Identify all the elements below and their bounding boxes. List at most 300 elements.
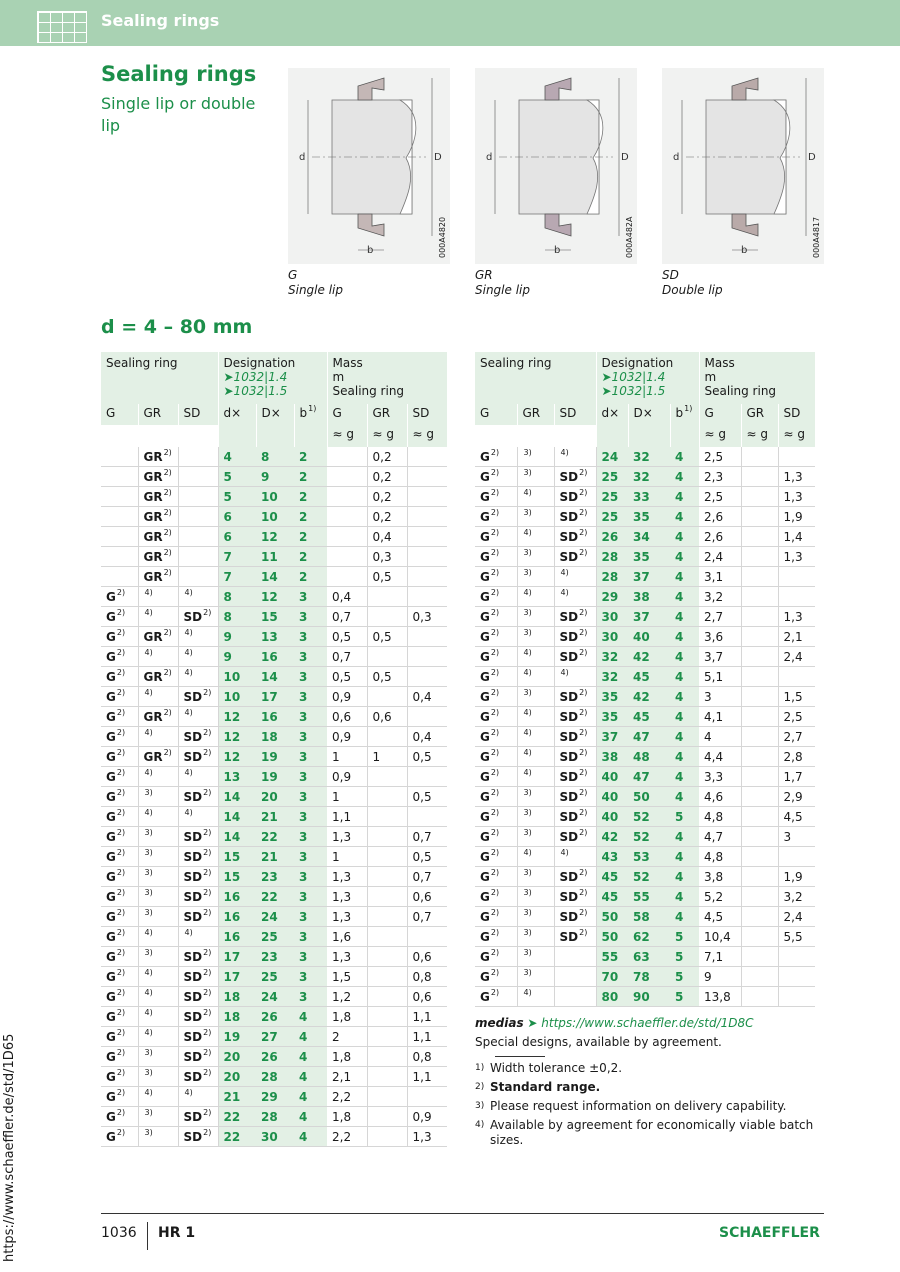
footnote-ref: 2) — [116, 587, 126, 597]
footnote-ref: 4) — [144, 587, 153, 597]
table-cell: 3 — [294, 607, 327, 627]
table-left — [101, 352, 448, 1147]
footnote-ref: 3) — [523, 447, 532, 457]
table-cell: 5,1 — [699, 667, 741, 687]
table-cell: 5 — [218, 467, 256, 487]
table-cell — [178, 1027, 218, 1047]
footnote-ref: 2) — [579, 907, 588, 917]
footnote-ref: 2) — [579, 487, 588, 497]
table-cell — [475, 507, 517, 527]
table-cell: 38 — [628, 587, 670, 607]
table-cell: 2,5 — [778, 707, 815, 727]
footnote-ref: 2) — [579, 627, 588, 637]
table-cell: 26 — [596, 527, 628, 547]
table-cell — [178, 667, 218, 687]
table-cell: 45 — [628, 667, 670, 687]
table-cell — [475, 547, 517, 567]
unit-cell — [256, 425, 294, 447]
table-cell — [101, 947, 138, 967]
table-cell: 42 — [628, 687, 670, 707]
footnote-ref: 2) — [116, 1127, 126, 1137]
footnote-ref: 4) — [560, 587, 569, 597]
table-cell: 1,7 — [778, 767, 815, 787]
table-cell: 24 — [256, 907, 294, 927]
footnote-ref: 4) — [144, 727, 153, 737]
designation: SD — [183, 1009, 203, 1024]
table-cell — [178, 787, 218, 807]
table-cell: 3 — [294, 647, 327, 667]
designation: SD — [183, 689, 203, 704]
table-cell: 1,3 — [327, 887, 367, 907]
table-cell — [138, 687, 178, 707]
table-cell — [517, 647, 554, 667]
drawing-code: 000A482A — [625, 216, 634, 258]
table-cell — [475, 887, 517, 907]
table-cell — [517, 787, 554, 807]
table-cell — [554, 667, 596, 687]
table-cell — [475, 947, 517, 967]
column-header: d× — [218, 404, 256, 425]
table-cell: 10 — [218, 667, 256, 687]
column-header: SD — [554, 404, 596, 425]
table-cell: 4,1 — [699, 707, 741, 727]
table-cell — [554, 787, 596, 807]
table-cell: 2,1 — [327, 1067, 367, 1087]
table-cell — [517, 707, 554, 727]
page-number: 1036 — [101, 1225, 137, 1241]
table-cell — [475, 607, 517, 627]
table-cell: 2,6 — [699, 507, 741, 527]
table-cell — [178, 727, 218, 747]
table-cell: 4,5 — [699, 907, 741, 927]
table-cell — [554, 447, 596, 467]
table-cell: 4 — [670, 527, 699, 547]
footnote-divider — [495, 1056, 545, 1057]
table-cell: 5 — [670, 927, 699, 947]
table-cell — [138, 927, 178, 947]
footnote-ref: 4) — [184, 807, 193, 817]
designation: G — [480, 909, 490, 924]
header-sealing-ring: Sealing ring — [475, 352, 596, 404]
table-cell: 18 — [256, 727, 294, 747]
footnote-ref: 2) — [203, 787, 212, 797]
column-header: d× — [596, 404, 628, 425]
table-cell: 4 — [670, 827, 699, 847]
table-cell: 35 — [596, 707, 628, 727]
table-cell: 5 — [670, 947, 699, 967]
footnote-ref: 2) — [490, 587, 500, 597]
footnote-ref: 2) — [163, 447, 172, 457]
figure-desc: Single lip — [288, 283, 343, 297]
footnote-ref: 2) — [116, 987, 126, 997]
table-cell: 17 — [218, 967, 256, 987]
designation: G — [480, 449, 490, 464]
footnote-ref: 2) — [163, 527, 172, 537]
footnote-ref: 2) — [163, 747, 172, 757]
footnote-ref: 2) — [490, 687, 500, 697]
table-row — [101, 607, 447, 627]
table-cell: 3 — [294, 887, 327, 907]
table-row — [475, 967, 815, 987]
table-cell: 4 — [670, 687, 699, 707]
header-designation: Designation ➤1032|1.4 ➤1032|1.5 — [218, 352, 327, 404]
table-cell: 1 — [367, 747, 407, 767]
table-cell — [778, 447, 815, 467]
figure-g — [288, 68, 450, 264]
footnote-ref: 2) — [490, 807, 500, 817]
table-cell: 1,9 — [778, 507, 815, 527]
table-row — [475, 807, 815, 827]
table-cell — [178, 907, 218, 927]
footnote-ref: 4) — [523, 707, 532, 717]
footnote-ref: 2) — [116, 1047, 126, 1057]
designation: SD — [183, 849, 203, 864]
table-cell — [101, 867, 138, 887]
table-cell — [367, 1087, 407, 1107]
table-cell: 8 — [256, 447, 294, 467]
table-cell — [475, 567, 517, 587]
table-cell — [178, 1087, 218, 1107]
table-cell: 90 — [628, 987, 670, 1007]
table-cell — [101, 987, 138, 1007]
header-designation: Designation ➤1032|1.4 ➤1032|1.5 — [596, 352, 699, 404]
table-cell — [741, 987, 778, 1007]
footnote-ref: 4) — [560, 567, 569, 577]
footnote-ref: 3) — [144, 1127, 153, 1137]
table-cell — [101, 967, 138, 987]
table-cell: 12 — [218, 747, 256, 767]
table-cell — [741, 607, 778, 627]
dim-b-label: b — [741, 245, 748, 256]
table-cell — [178, 587, 218, 607]
footnote-ref: 2) — [203, 747, 212, 757]
table-cell: 1 — [327, 847, 367, 867]
table-cell: 3,1 — [699, 567, 741, 587]
table-cell — [554, 487, 596, 507]
unit-cell — [178, 425, 218, 447]
footnote-ref: 2) — [116, 1007, 126, 1017]
table-cell: 4 — [670, 587, 699, 607]
table-cell — [101, 667, 138, 687]
unit-cell: ≈ g — [407, 425, 447, 447]
designation: G — [480, 489, 490, 504]
table-cell: 2 — [294, 527, 327, 547]
table-cell: 30 — [596, 607, 628, 627]
table-cell — [101, 687, 138, 707]
designation: SD — [559, 929, 579, 944]
figure-sd — [662, 68, 824, 264]
footnote-ref: 3) — [523, 967, 532, 977]
footnote-ref: 2) — [203, 1107, 212, 1117]
table-cell: 0,7 — [327, 607, 367, 627]
table-cell — [178, 647, 218, 667]
footnote-ref: 4) — [144, 967, 153, 977]
footnote-ref: 3) — [144, 907, 153, 917]
medias-url[interactable]: ➤ https://www.schaeffler.de/std/1D8C — [527, 1016, 754, 1030]
table-cell: 50 — [596, 927, 628, 947]
table-cell — [178, 987, 218, 1007]
footnote-ref: 3) — [523, 807, 532, 817]
footnote-ref: 2) — [490, 647, 500, 657]
designation: SD — [559, 629, 579, 644]
table-cell — [741, 507, 778, 527]
table-cell — [101, 1087, 138, 1107]
designation: G — [480, 949, 490, 964]
figure-caption-sd — [662, 268, 723, 298]
table-cell: 1,9 — [778, 867, 815, 887]
table-cell: 0,2 — [367, 467, 407, 487]
table-cell: 37 — [628, 567, 670, 587]
table-cell: 2 — [294, 467, 327, 487]
table-cell: 4 — [294, 1067, 327, 1087]
table-cell — [367, 987, 407, 1007]
table-cell: 5,2 — [699, 887, 741, 907]
footnote-ref: 2) — [116, 847, 126, 857]
table-cell — [138, 447, 178, 467]
table-cell — [367, 827, 407, 847]
designation: G — [480, 529, 490, 544]
dim-D-label: D — [434, 152, 442, 163]
table-cell: 4,6 — [699, 787, 741, 807]
table-cell: 28 — [596, 567, 628, 587]
table-cell: 1,3 — [327, 907, 367, 927]
table-cell: 4 — [670, 907, 699, 927]
designation: G — [106, 929, 116, 944]
table-cell: 4 — [670, 607, 699, 627]
footnote-ref: 4) — [144, 1007, 153, 1017]
footnote-ref: 2) — [203, 907, 212, 917]
footnote-ref: 3) — [523, 687, 532, 697]
table-cell: 24 — [596, 447, 628, 467]
table-cell: 3,6 — [699, 627, 741, 647]
table-cell: 23 — [256, 947, 294, 967]
table-cell — [517, 467, 554, 487]
footnote-ref: 2) — [579, 527, 588, 537]
table-cell — [475, 687, 517, 707]
table-cell — [517, 927, 554, 947]
table-cell: 4 — [294, 1047, 327, 1067]
doc-code: HR 1 — [158, 1225, 196, 1241]
footer-separator — [147, 1222, 148, 1250]
table-cell: 63 — [628, 947, 670, 967]
table-cell: 4,8 — [699, 847, 741, 867]
table-cell — [101, 587, 138, 607]
table-cell — [741, 867, 778, 887]
footnote-ref: 2) — [490, 447, 500, 457]
table-cell — [778, 667, 815, 687]
table-cell — [178, 807, 218, 827]
table-cell — [475, 987, 517, 1007]
table-cell — [741, 567, 778, 587]
table-cell: 22 — [218, 1127, 256, 1147]
footnote-ref: 2) — [490, 867, 500, 877]
table-cell — [475, 587, 517, 607]
table-cell: 2,4 — [778, 907, 815, 927]
table-cell — [407, 587, 447, 607]
footnote-ref: 4) — [144, 1087, 153, 1097]
table-row — [101, 1107, 447, 1127]
designation: G — [480, 689, 490, 704]
table-cell — [741, 487, 778, 507]
table-cell — [407, 707, 447, 727]
table-cell — [517, 947, 554, 967]
table-cell — [327, 547, 367, 567]
footnote-ref: 4) — [523, 847, 532, 857]
table-cell: 2,7 — [699, 607, 741, 627]
table-cell — [475, 647, 517, 667]
table-cell — [554, 627, 596, 647]
table-cell: 3,2 — [778, 887, 815, 907]
dim-D-label: D — [621, 152, 629, 163]
side-url[interactable]: https://www.schaeffler.de/std/1D65 — [2, 1033, 17, 1262]
column-header: D× — [256, 404, 294, 425]
designation: G — [106, 709, 116, 724]
table-cell — [407, 667, 447, 687]
table-row — [475, 667, 815, 687]
designation: SD — [559, 769, 579, 784]
table-cell: 0,5 — [407, 847, 447, 867]
footnote-ref: 2) — [579, 727, 588, 737]
table-cell: 2 — [294, 567, 327, 587]
footnote-ref: 2) — [116, 687, 126, 697]
table-cell — [778, 847, 815, 867]
unit-cell — [628, 425, 670, 447]
page-subtitle: Single lip or double lip — [101, 94, 256, 135]
footnote-ref: 2) — [116, 1087, 126, 1097]
designation: SD — [183, 1129, 203, 1144]
table-row — [101, 627, 447, 647]
table-cell — [741, 627, 778, 647]
table-row — [101, 767, 447, 787]
table-cell: 2,1 — [778, 627, 815, 647]
footnote-ref: 4) — [144, 607, 153, 617]
medias-link[interactable] — [475, 1016, 754, 1030]
table-cell — [101, 647, 138, 667]
table-cell — [475, 727, 517, 747]
table-cell — [554, 687, 596, 707]
table-cell: 0,2 — [367, 487, 407, 507]
designation: G — [106, 1089, 116, 1104]
table-cell: 20 — [218, 1047, 256, 1067]
table-cell — [101, 627, 138, 647]
designation: SD — [183, 909, 203, 924]
footnote-ref: 2) — [116, 967, 126, 977]
table-cell: 2,5 — [699, 487, 741, 507]
designation: G — [106, 769, 116, 784]
table-cell: 37 — [596, 727, 628, 747]
table-cell — [475, 827, 517, 847]
table-cell — [741, 847, 778, 867]
table-cell — [407, 527, 447, 547]
table-cell: 32 — [596, 647, 628, 667]
footnote-ref: 2) — [490, 747, 500, 757]
designation: SD — [559, 789, 579, 804]
designation: G — [106, 589, 116, 604]
table-cell: 5 — [670, 807, 699, 827]
table-cell — [367, 1027, 407, 1047]
unit-cell: ≈ g — [367, 425, 407, 447]
table-cell — [178, 507, 218, 527]
designation: SD — [183, 869, 203, 884]
table-cell: 40 — [596, 787, 628, 807]
table-cell: 4 — [670, 847, 699, 867]
table-cell — [517, 607, 554, 627]
table-cell: 35 — [628, 507, 670, 527]
footnote-ref: 4) — [523, 527, 532, 537]
table-cell — [101, 447, 138, 467]
seal-drawing — [288, 68, 450, 264]
footnotes — [475, 1061, 825, 1152]
footnote-ref: 2) — [579, 827, 588, 837]
table-cell — [101, 1107, 138, 1127]
footnote-ref: 2) — [203, 967, 212, 977]
table-cell — [101, 747, 138, 767]
table-cell — [101, 507, 138, 527]
table-cell — [178, 947, 218, 967]
table-cell — [327, 507, 367, 527]
footnote-ref: 2) — [490, 847, 500, 857]
footnote-ref: 2) — [490, 967, 500, 977]
table-cell — [741, 687, 778, 707]
designation: SD — [183, 969, 203, 984]
table-cell: 14 — [256, 567, 294, 587]
table-cell — [407, 647, 447, 667]
table-cell: 3 — [294, 727, 327, 747]
table-cell — [101, 727, 138, 747]
table-cell — [101, 487, 138, 507]
table-cell: 4 — [699, 727, 741, 747]
unit-cell — [517, 425, 554, 447]
table-cell — [475, 847, 517, 867]
footnote-ref: 4) — [523, 767, 532, 777]
table-cell — [554, 467, 596, 487]
table-cell — [138, 467, 178, 487]
table-row — [101, 467, 447, 487]
table-cell: 28 — [256, 1107, 294, 1127]
table-cell: 58 — [628, 907, 670, 927]
table-cell: 14 — [218, 787, 256, 807]
table-cell — [554, 747, 596, 767]
designation: SD — [559, 709, 579, 724]
dim-b-label: b — [367, 245, 374, 256]
table-cell: 0,7 — [327, 647, 367, 667]
footnote-ref: 2) — [163, 667, 172, 677]
table-cell: 0,9 — [327, 727, 367, 747]
footnote: 1) Width tolerance ±0,2. — [475, 1061, 623, 1075]
footnote-ref: 3) — [523, 907, 532, 917]
table-cell — [367, 727, 407, 747]
medias-label: medias — [475, 1016, 524, 1030]
footnote-ref: 4) — [184, 667, 193, 677]
footnote-ref: 2) — [116, 947, 126, 957]
table-cell: 14 — [218, 807, 256, 827]
table-cell — [741, 947, 778, 967]
designation: G — [106, 849, 116, 864]
table-cell — [517, 907, 554, 927]
figure-desc: Double lip — [662, 283, 723, 297]
table-cell — [778, 587, 815, 607]
drawing-code: 000A4820 — [438, 216, 447, 258]
table-row — [101, 1087, 447, 1107]
designation: SD — [559, 489, 579, 504]
footnote-ref: 4) — [523, 727, 532, 737]
table-row — [475, 687, 815, 707]
footnote-ref: 2) — [579, 467, 588, 477]
table-cell — [407, 1087, 447, 1107]
table-cell — [517, 807, 554, 827]
designation: G — [106, 869, 116, 884]
table-cell: 0,5 — [367, 567, 407, 587]
